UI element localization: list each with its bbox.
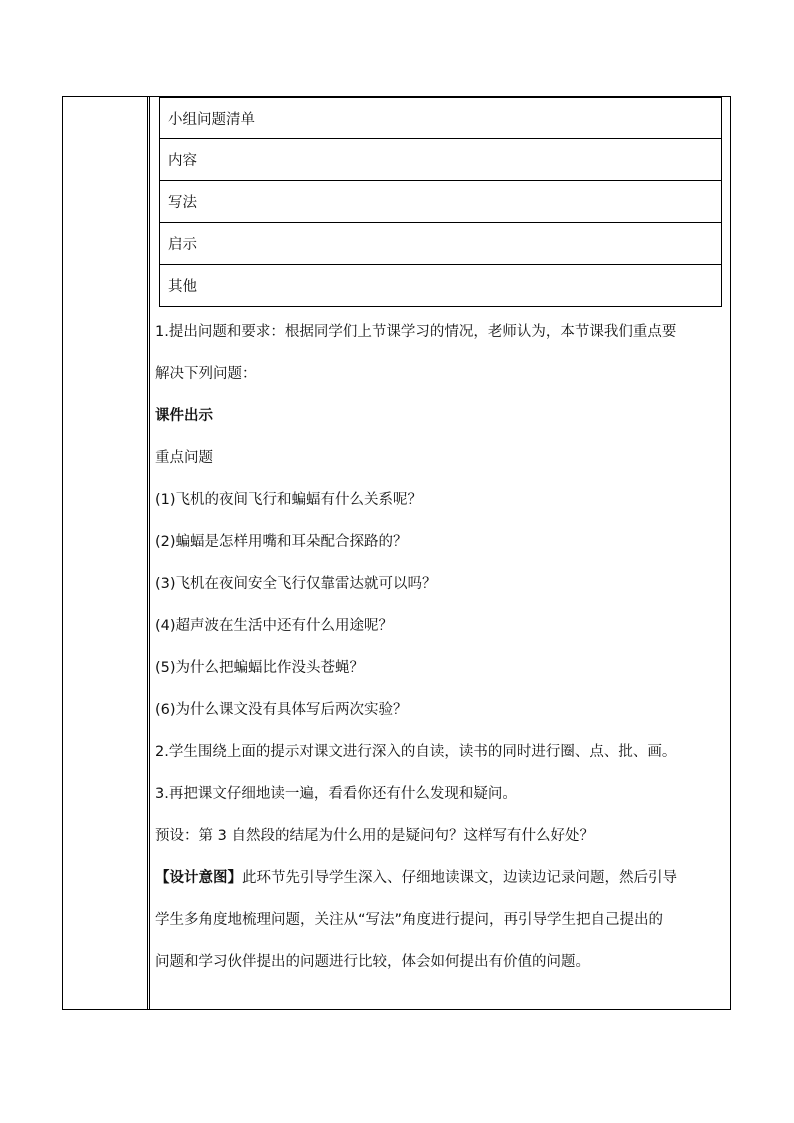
lesson-plan-table	[62, 96, 731, 1010]
design-intent-text: 学生多角度地梳理问题，关注从“写法”角度进行提问，再引导学生把自己提出的	[155, 912, 664, 928]
table-row	[159, 223, 722, 265]
step2-text: 2.学生围绕上面的提示对课文进行深入的自读，读书的同时进行圈、点、批、画。	[155, 744, 677, 760]
table-cell: 其他	[168, 279, 197, 295]
question-item: (3)飞机在夜间安全飞行仅靠雷达就可以吗？	[155, 576, 437, 592]
design-intent-paragraph	[155, 857, 727, 899]
column-divider	[147, 97, 148, 1009]
lesson-content	[155, 311, 727, 983]
group-question-list-table	[159, 97, 722, 307]
table-row	[159, 97, 722, 139]
question-item: (2)蝙蝠是怎样用嘴和耳朵配合探路的？	[155, 534, 408, 550]
key-questions-label: 重点问题	[155, 450, 213, 466]
design-intent-label: 【设计意图】	[155, 870, 242, 886]
question-item: (5)为什么把蝙蝠比作没头苍蝇？	[155, 660, 365, 676]
courseware-heading: 课件出示	[155, 408, 213, 424]
step1-text-continued: 解决下列问题：	[155, 366, 257, 382]
question-item: (4)超声波在生活中还有什么用途呢？	[155, 618, 394, 634]
question-item: (1)飞机的夜间飞行和蝙蝠有什么关系呢？	[155, 492, 423, 508]
table-cell: 小组问题清单	[168, 111, 255, 128]
step1-text: 1.提出问题和要求：根据同学们上节课学习的情况，老师认为，本节课我们重点要	[155, 324, 677, 340]
table-row	[159, 181, 722, 223]
design-intent-text: 此环节先引导学生深入、仔细地读课文，边读边记录问题，然后引导	[242, 870, 677, 886]
design-intent-text: 问题和学习伙伴提出的问题进行比较，体会如何提出有价值的问题。	[155, 954, 590, 970]
table-row	[159, 139, 722, 181]
step3-text: 3.再把课文仔细地读一遍，看看你还有什么发现和疑问。	[155, 786, 517, 802]
column-divider	[149, 97, 150, 1009]
table-cell: 写法	[168, 195, 197, 211]
question-item: (6)为什么课文没有具体写后两次实验？	[155, 702, 408, 718]
table-cell: 启示	[168, 237, 197, 253]
table-cell: 内容	[168, 153, 197, 169]
preset-text: 预设：第 3 自然段的结尾为什么用的是疑问句？这样写有什么好处？	[155, 828, 594, 844]
table-row	[159, 265, 722, 307]
